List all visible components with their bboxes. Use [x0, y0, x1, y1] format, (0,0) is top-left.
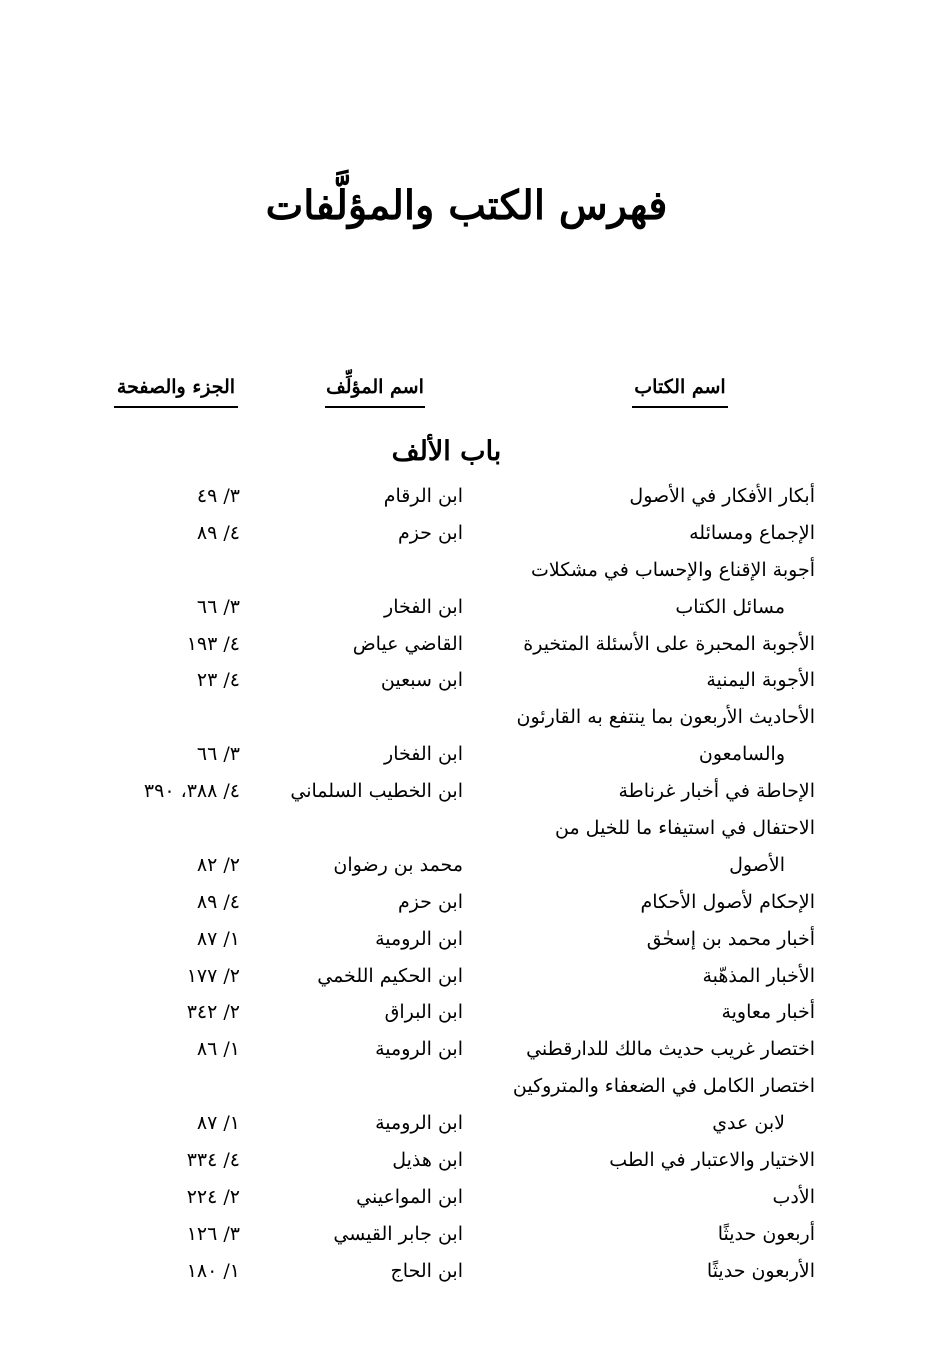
volume-page-ref: ٤/ ٢٣ — [196, 669, 240, 692]
volume-page-ref: ٣/ ٦٦ — [196, 743, 240, 766]
section-heading — [0, 430, 933, 474]
book-title: أجوبة الإقناع والإحساب في مشكلات — [531, 558, 815, 581]
book-title: الأجوبة المحبرة على الأسئلة المتخيرة — [523, 632, 815, 655]
book-title: اختصار غريب حديث مالك للدارقطني — [526, 1038, 815, 1061]
author-name: ابن الحكيم اللخمي — [317, 964, 463, 987]
volume-page-ref: ٤/ ٨٩ — [196, 521, 240, 544]
index-row — [0, 773, 933, 810]
volume-page-ref: ١/ ٨٧ — [196, 1112, 240, 1135]
book-title: اختصار الكامل في الضعفاء والمتروكين — [512, 1075, 815, 1098]
volume-page-ref: ٢/ ٢٢٤ — [186, 1185, 240, 1208]
index-row — [0, 994, 933, 1031]
index-row — [0, 810, 933, 847]
index-row — [0, 478, 933, 515]
index-row — [0, 1179, 933, 1216]
index-row — [0, 515, 933, 552]
author-name: ابن الرقام — [383, 485, 463, 507]
book-title: الأجوبة اليمنية — [706, 669, 815, 692]
index-row — [0, 958, 933, 995]
index-row — [0, 1216, 933, 1253]
author-name: ابن حزم — [397, 890, 463, 913]
column-header-volume-page: الجزء والصفحة — [114, 370, 238, 408]
index-row — [0, 1142, 933, 1179]
page-title: فهرس الكتب والمؤلَّفات — [265, 182, 668, 229]
book-title: الأدب — [772, 1185, 815, 1208]
index-table — [0, 478, 933, 1290]
volume-page-ref: ٤/ ٨٩ — [196, 890, 240, 913]
volume-page-ref: ١/ ٨٧ — [196, 927, 240, 950]
book-title: الأربعون حديثًا — [706, 1259, 815, 1282]
index-row — [0, 1068, 933, 1105]
author-name: ابن الحاج — [390, 1259, 463, 1282]
author-name: ابن الفخار — [384, 595, 463, 618]
volume-page-ref: ٣/ ١٢٦ — [186, 1222, 240, 1245]
author-name: ابن الرومية — [375, 1112, 463, 1135]
author-name: ابن جابر القيسي — [333, 1222, 463, 1245]
index-row — [0, 1253, 933, 1290]
volume-page-ref: ٤/ ٣٨٨، ٣٩٠ — [143, 780, 240, 803]
author-name: القاضي عياض — [352, 632, 463, 655]
column-header-book: اسم الكتاب — [632, 370, 728, 408]
index-row — [0, 1105, 933, 1142]
volume-page-ref: ٣/ ٦٦ — [196, 595, 240, 618]
book-title: الإحاطة في أخبار غرناطة — [618, 780, 815, 803]
volume-page-ref: ١/ ١٨٠ — [186, 1259, 240, 1282]
volume-page-ref: ٤/ ٣٣٤ — [186, 1149, 240, 1172]
volume-page-ref: ١/ ٨٦ — [196, 1038, 240, 1061]
volume-page-ref: ٤/ ١٩٣ — [186, 632, 240, 655]
volume-page-ref: ٣/ ٤٩ — [196, 485, 240, 507]
author-name: محمد بن رضوان — [333, 853, 463, 876]
column-header-author: اسم المؤلِّف — [325, 370, 425, 408]
book-title: أخبار محمد بن إسحٰق — [646, 927, 815, 950]
author-name: ابن سبعين — [380, 669, 463, 692]
index-row — [0, 847, 933, 884]
index-row — [0, 1031, 933, 1068]
volume-page-ref: ٢/ ٣٤٢ — [186, 1001, 240, 1024]
index-row — [0, 921, 933, 958]
book-title: لابن عدي — [712, 1112, 785, 1135]
index-row — [0, 884, 933, 921]
book-title: مسائل الكتاب — [675, 595, 785, 618]
book-title: الأحاديث الأربعون بما ينتفع به القارئون — [516, 706, 815, 729]
book-title: الإحكام لأصول الأحكام — [640, 890, 815, 913]
volume-page-ref: ٢/ ١٧٧ — [186, 964, 240, 987]
author-name: ابن الرومية — [375, 1038, 463, 1061]
book-title: الاختيار والاعتبار في الطب — [609, 1149, 815, 1172]
author-name: ابن هذيل — [392, 1149, 463, 1172]
book-title: الأصول — [729, 853, 785, 876]
index-row — [0, 736, 933, 773]
author-name: ابن البراق — [384, 1001, 463, 1024]
index-row — [0, 699, 933, 736]
section-title: باب الألف — [391, 436, 502, 467]
index-row — [0, 589, 933, 626]
author-name: ابن المواعيني — [356, 1185, 463, 1208]
book-title: الإجماع ومسائله — [689, 521, 815, 544]
book-title: أبكار الأفكار في الأصول — [629, 485, 815, 507]
author-name: ابن حزم — [397, 521, 463, 544]
book-title: والسامعون — [698, 743, 785, 766]
author-name: ابن الخطيب السلماني — [290, 780, 463, 803]
index-row — [0, 662, 933, 699]
book-title: أخبار معاوية — [721, 1001, 815, 1024]
author-name: ابن الفخار — [384, 743, 463, 766]
book-title: الاحتفال في استيفاء ما للخيل من — [555, 817, 815, 840]
index-row — [0, 552, 933, 589]
volume-page-ref: ٢/ ٨٢ — [196, 853, 240, 876]
book-title: الأخبار المذهّبة — [702, 964, 815, 987]
index-row — [0, 626, 933, 663]
book-title: أربعون حديثًا — [717, 1222, 815, 1245]
author-name: ابن الرومية — [375, 927, 463, 950]
